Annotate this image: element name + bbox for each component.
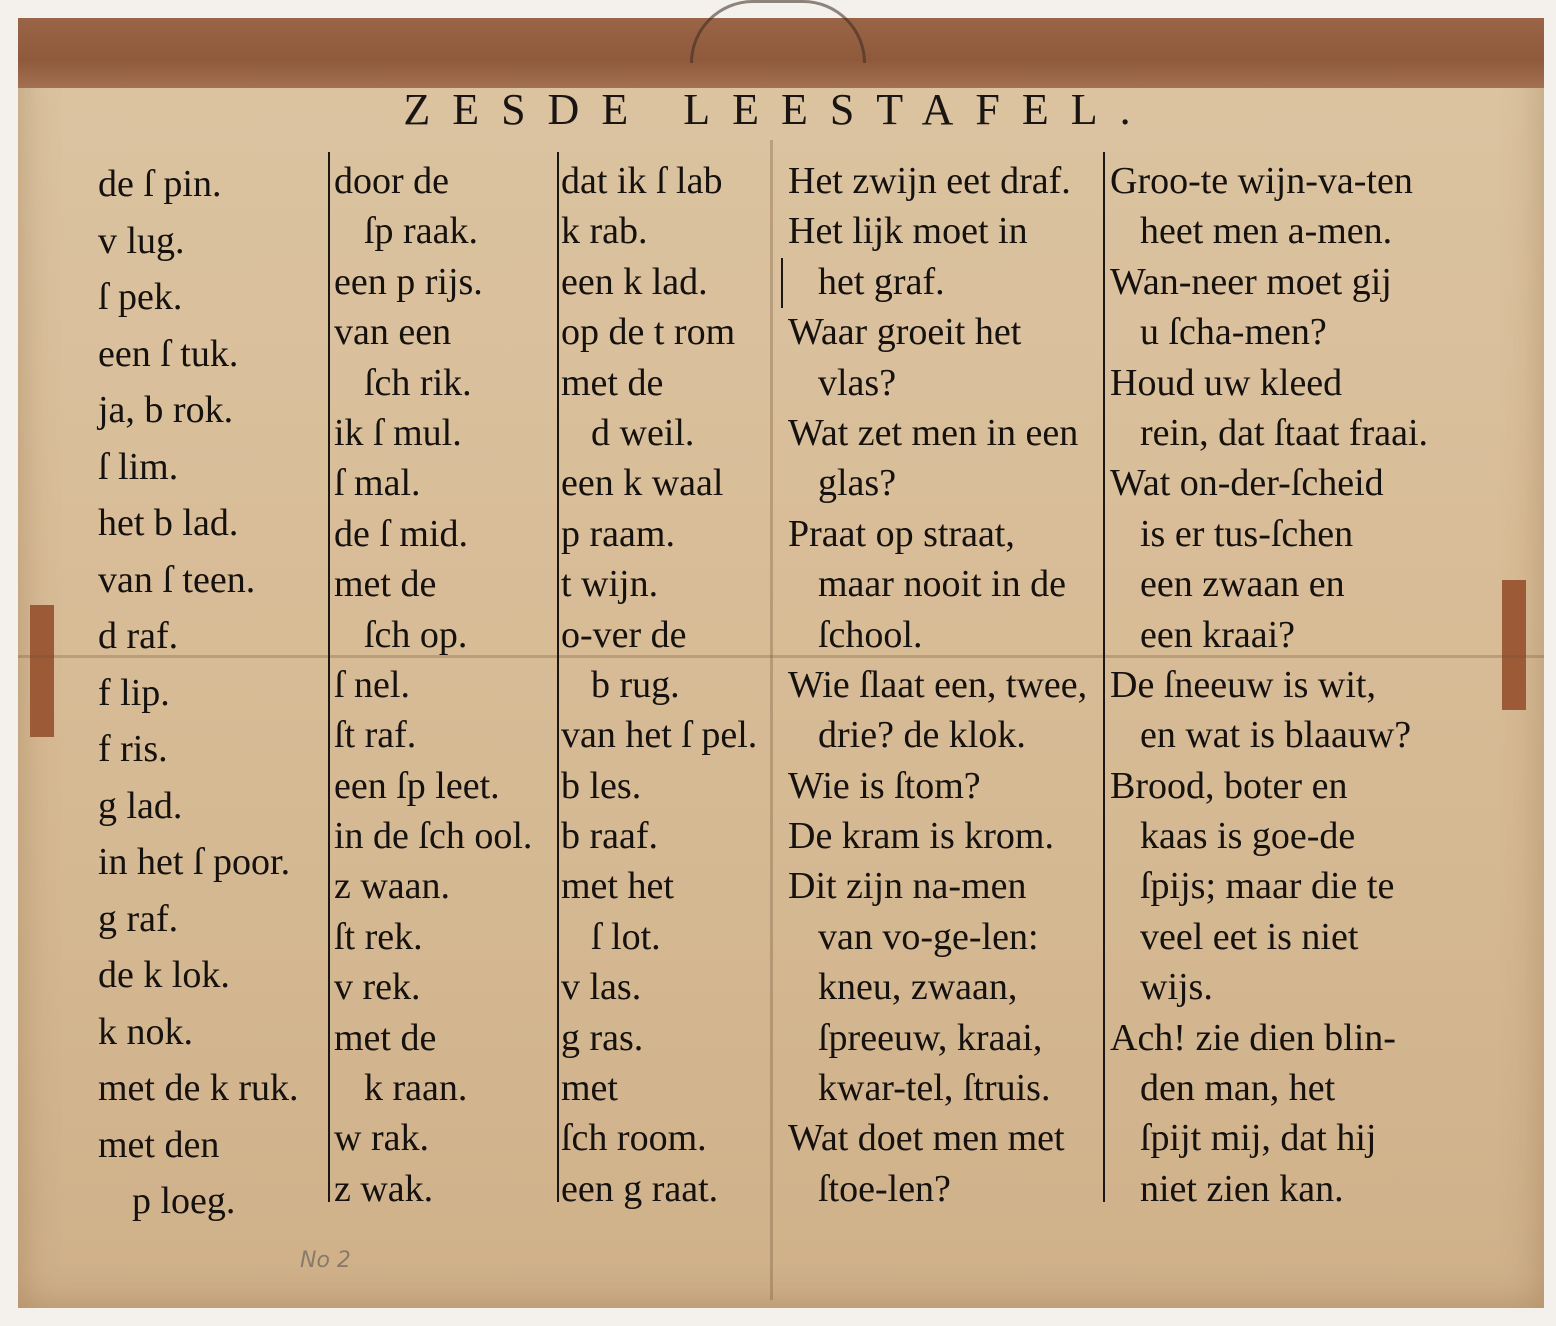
text-line: een kraai? [1140, 613, 1296, 656]
text-line: v lug. [98, 219, 185, 262]
text-line: Wan-neer moet gij [1110, 260, 1392, 303]
text-line: b rug. [591, 663, 680, 706]
handwritten-note: No 2 [300, 1248, 351, 1273]
text-line: een k lad. [561, 260, 708, 303]
text-line: Houd uw kleed [1110, 361, 1343, 404]
text-line: b les. [561, 764, 642, 807]
text-line: op de t rom [561, 311, 736, 354]
text-line: van vo-ge-len: [818, 915, 1039, 958]
text-line: f ris. [98, 728, 168, 770]
text-line: d weil. [591, 411, 695, 454]
text-line: Waar groeit het [788, 311, 1022, 354]
text-line: ſ lim. [98, 445, 179, 488]
text-line: v rek. [334, 966, 421, 1009]
text-line: glas? [818, 462, 897, 505]
left-tape-tab [30, 605, 54, 737]
text-line: w rak. [334, 1117, 429, 1160]
text-line: ſpreeuw, kraai, [818, 1016, 1043, 1059]
text-line: rein, dat ſtaat fraai. [1140, 411, 1429, 454]
text-line: wijs. [1140, 966, 1213, 1009]
column-rule [1103, 152, 1105, 1202]
text-line: een ſ tuk. [98, 332, 239, 375]
text-line: Groo-te wijn-va-ten [1110, 160, 1413, 202]
text-line: Wat zet men in een [788, 411, 1079, 454]
column-2 [334, 156, 556, 1214]
text-line: een k waal [561, 462, 724, 505]
text-line: ſpijs; maar die te [1140, 865, 1395, 908]
text-line: kneu, zwaan, [818, 966, 1018, 1009]
text-line: niet zien kan. [1140, 1167, 1344, 1210]
text-line: van ſ teen. [98, 558, 256, 601]
text-line: u ſcha-men? [1140, 311, 1327, 354]
text-line: ſ lot. [591, 915, 661, 958]
text-line: met de k ruk. [98, 1067, 299, 1109]
text-line: den man, het [1140, 1067, 1336, 1110]
text-line: ja, b rok. [98, 389, 234, 431]
text-line: met de [334, 563, 437, 606]
text-line: de k lok. [98, 954, 230, 996]
column-rule [781, 258, 783, 308]
text-line: dat ik ſ lab [561, 160, 723, 202]
text-line: van een [334, 311, 452, 354]
text-line: de ſ pin. [98, 163, 222, 205]
text-line: maar nooit in de [818, 563, 1066, 606]
text-line: en wat is blaauw? [1140, 714, 1412, 757]
text-line: ſch op. [364, 613, 468, 656]
text-line: ſchool. [818, 613, 923, 656]
column-rule [328, 152, 330, 1202]
text-line: Dit zijn na-men [788, 865, 1027, 908]
text-line: ſt rek. [334, 915, 423, 958]
text-line: veel eet is niet [1140, 915, 1359, 958]
text-line: met den [98, 1123, 220, 1166]
text-line: een g raat. [561, 1167, 719, 1210]
hanging-string [690, 0, 866, 63]
text-line: g ras. [561, 1016, 644, 1059]
text-line: b raaf. [561, 815, 659, 858]
text-line: kaas is goe-de [1140, 815, 1356, 858]
text-line: k nok. [98, 1010, 193, 1053]
column-3 [561, 156, 773, 1214]
text-line: van het ſ pel. [561, 714, 758, 757]
text-line: ſt raf. [334, 714, 417, 757]
page-title: ZESDE LEESTAFEL. [403, 85, 1153, 134]
text-line: een ſp leet. [334, 764, 500, 807]
text-line: met de [334, 1016, 437, 1059]
text-line: is er tus-ſchen [1140, 512, 1354, 555]
text-line: z waan. [334, 865, 451, 908]
text-line: Wat doet men met [788, 1117, 1065, 1160]
text-line: v las. [561, 966, 642, 1009]
column-rule [557, 152, 559, 1202]
text-line: p raam. [561, 512, 675, 555]
text-line: Wie ſlaat een, twee, [788, 663, 1088, 706]
text-line: Het lijk moet in [788, 210, 1028, 253]
text-line: k raan. [364, 1067, 468, 1110]
text-line: De kram is krom. [788, 815, 1054, 858]
text-line: heet men a-men. [1140, 210, 1393, 253]
text-line: g raf. [98, 897, 179, 940]
text-line: een zwaan en [1140, 563, 1345, 606]
column-5 [1110, 156, 1448, 1214]
text-line: in de ſch ool. [334, 815, 533, 858]
text-line: met [561, 1067, 618, 1110]
text-line: Het zwijn eet draf. [788, 160, 1071, 202]
column-1 [98, 156, 328, 1230]
text-line: een p rijs. [334, 260, 483, 303]
text-line: in het ſ poor. [98, 841, 291, 883]
right-tape-tab [1502, 580, 1526, 710]
text-line: kwar-tel, ſtruis. [818, 1067, 1051, 1110]
text-line: ſch room. [561, 1117, 707, 1160]
text-line: ſp raak. [364, 210, 478, 253]
text-line: g lad. [98, 784, 183, 827]
text-line: het b lad. [98, 502, 239, 544]
text-line: Brood, boter en [1110, 764, 1348, 807]
text-line: met de [561, 361, 664, 404]
text-line: d raf. [98, 615, 179, 657]
text-line: z wak. [334, 1167, 434, 1210]
text-line: Praat op straat, [788, 512, 1015, 555]
text-line: ſpijt mij, dat hij [1140, 1117, 1377, 1160]
text-line: Ach! zie dien blin- [1110, 1016, 1396, 1059]
text-line: Wie is ſtom? [788, 764, 981, 807]
text-line: De ſneeuw is wit, [1110, 663, 1376, 706]
text-line: ik ſ mul. [334, 411, 462, 454]
text-line: het graf. [818, 260, 945, 303]
text-line: de ſ mid. [334, 512, 469, 555]
text-line: p loeg. [132, 1180, 236, 1222]
text-line: ſch rik. [364, 361, 472, 404]
text-line: drie? de klok. [818, 714, 1026, 757]
text-line: ſ nel. [334, 663, 410, 706]
text-line: ſ mal. [334, 462, 421, 505]
text-line: ſtoe-len? [818, 1167, 951, 1210]
text-line: door de [334, 160, 450, 202]
text-line: ſ pek. [98, 276, 183, 318]
text-line: vlas? [818, 361, 897, 404]
text-line: f lip. [98, 671, 170, 714]
text-line: o-ver de [561, 613, 687, 656]
text-line: met het [561, 865, 674, 908]
text-line: t wijn. [561, 563, 659, 606]
column-4 [788, 156, 1102, 1214]
text-line: k rab. [561, 210, 648, 253]
text-line: Wat on-der-ſcheid [1110, 462, 1384, 505]
